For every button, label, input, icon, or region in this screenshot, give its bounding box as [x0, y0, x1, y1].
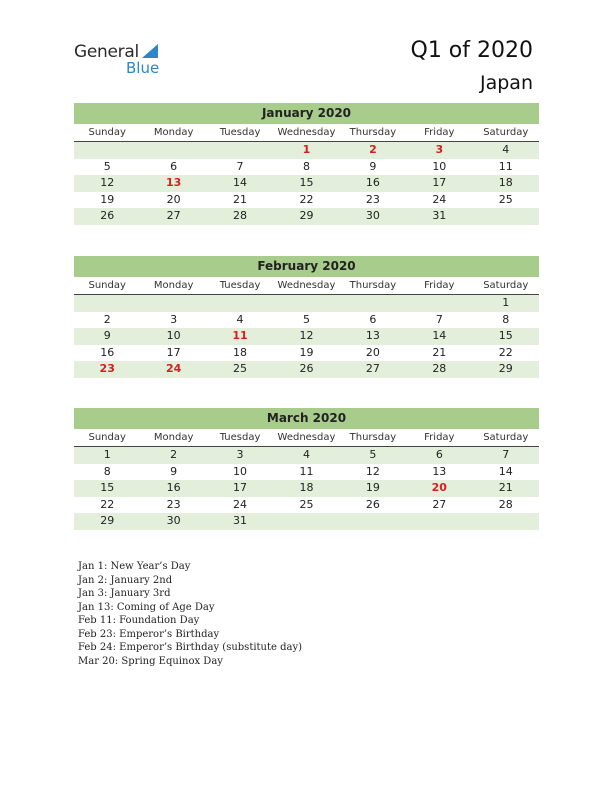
day-cell: 10	[432, 159, 447, 173]
day-cell	[406, 295, 472, 312]
day-cell: 6	[435, 448, 443, 461]
day-cell	[74, 142, 140, 159]
day-cell: 19	[100, 192, 115, 206]
day-cell	[74, 295, 140, 312]
day-cell: 4	[236, 312, 244, 326]
page-title: Q1 of 2020	[410, 38, 533, 63]
day-cell: 20	[166, 192, 181, 206]
day-cell: 28	[233, 209, 248, 222]
day-cell: 3	[236, 448, 244, 461]
day-cell: 28	[432, 362, 447, 375]
week-row	[74, 513, 539, 530]
day-cell	[273, 513, 339, 530]
month-calendar	[74, 103, 539, 225]
week-row	[74, 175, 539, 192]
day-cell: 29	[498, 362, 513, 375]
weekday-header-row	[74, 277, 539, 295]
day-cell: 11	[299, 464, 314, 478]
day-cell: 2	[369, 143, 377, 156]
month-title: January 2020	[74, 103, 539, 124]
week-row	[74, 312, 539, 329]
day-cell: 26	[365, 497, 380, 511]
day-cell: 13	[365, 329, 380, 342]
weekday-label: Thursday	[349, 127, 397, 138]
day-cell: 9	[103, 329, 111, 342]
week-row	[74, 208, 539, 225]
week-row	[74, 295, 539, 312]
weekday-label: Wednesday	[277, 432, 336, 443]
day-cell	[473, 208, 539, 225]
day-cell: 29	[299, 209, 314, 222]
day-cell: 16	[100, 345, 115, 359]
weekday-label: Sunday	[88, 127, 126, 138]
day-cell: 3	[435, 143, 444, 156]
holiday-item: Feb 11: Foundation Day	[78, 615, 200, 626]
week-row	[74, 328, 539, 345]
day-cell: 26	[299, 362, 314, 375]
day-cell: 9	[170, 464, 178, 478]
day-cell: 18	[233, 345, 248, 359]
day-cell: 24	[432, 192, 447, 206]
day-cell: 29	[100, 514, 115, 527]
holiday-item: Mar 20: Spring Equinox Day	[78, 655, 223, 667]
day-cell: 16	[365, 176, 380, 189]
day-cell: 30	[365, 209, 380, 222]
day-cell: 15	[299, 176, 314, 189]
holiday-item: Jan 1: New Year’s Day	[78, 561, 191, 572]
weekday-label: Monday	[153, 127, 194, 138]
month-title: February 2020	[74, 256, 539, 277]
logo-blue-text: Blue	[126, 59, 160, 77]
day-cell: 15	[498, 329, 513, 342]
holiday-item: Feb 24: Emperor’s Birthday (substitute day)	[78, 642, 303, 653]
day-cell: 7	[435, 312, 443, 326]
day-cell: 5	[369, 448, 377, 461]
day-cell: 7	[502, 448, 510, 461]
day-cell: 20	[365, 345, 380, 359]
day-cell: 23	[99, 362, 115, 375]
week-row	[74, 480, 539, 497]
weekday-label: Monday	[153, 432, 194, 443]
day-cell: 15	[100, 481, 115, 494]
day-cell: 18	[299, 481, 314, 494]
day-cell: 25	[233, 362, 248, 375]
week-row	[74, 142, 539, 159]
day-cell: 11	[232, 329, 248, 342]
day-cell: 27	[432, 497, 447, 511]
week-row	[74, 159, 539, 176]
day-cell: 7	[236, 159, 244, 173]
day-cell: 25	[299, 497, 314, 511]
week-row	[74, 464, 539, 481]
day-cell: 12	[100, 176, 115, 189]
weekday-label: Thursday	[349, 432, 397, 443]
weekday-label: Saturday	[483, 432, 529, 443]
day-cell: 4	[302, 448, 310, 461]
day-cell: 22	[100, 497, 115, 511]
day-cell: 16	[166, 481, 181, 494]
day-cell	[140, 142, 206, 159]
day-cell: 22	[299, 192, 314, 206]
day-cell: 8	[103, 464, 111, 478]
weekday-label: Sunday	[88, 432, 126, 443]
day-cell: 30	[166, 514, 181, 527]
day-cell: 12	[299, 329, 314, 342]
weekday-label: Friday	[424, 432, 455, 443]
day-cell: 17	[432, 176, 447, 189]
country-name: Japan	[480, 72, 533, 94]
day-cell: 1	[103, 448, 111, 461]
weekday-label: Friday	[424, 127, 455, 138]
day-cell: 24	[233, 497, 248, 511]
day-cell: 10	[233, 464, 248, 478]
weekday-label: Tuesday	[219, 280, 261, 291]
week-row	[74, 497, 539, 514]
day-cell: 21	[233, 192, 248, 206]
weekday-label: Saturday	[483, 127, 529, 138]
week-row	[74, 192, 539, 209]
day-cell: 9	[369, 159, 377, 173]
day-cell: 28	[498, 497, 513, 511]
day-cell	[406, 513, 472, 530]
holiday-item: Jan 2: January 2nd	[78, 574, 173, 586]
day-cell: 23	[166, 497, 181, 511]
day-cell: 13	[165, 176, 182, 189]
weekday-header-row	[74, 124, 539, 142]
logo-triangle-icon	[142, 44, 158, 58]
weekday-label: Wednesday	[277, 280, 336, 291]
day-cell: 18	[498, 176, 513, 189]
day-cell: 6	[369, 312, 377, 326]
day-cell: 8	[302, 159, 310, 173]
day-cell	[340, 513, 406, 530]
day-cell	[140, 295, 206, 312]
day-cell: 11	[498, 159, 513, 173]
day-cell: 31	[233, 514, 248, 527]
day-cell: 19	[365, 481, 380, 494]
logo-general-text: General	[74, 42, 139, 62]
day-cell	[473, 513, 539, 530]
day-cell: 17	[166, 345, 181, 359]
weekday-label: Sunday	[88, 280, 126, 291]
holiday-item: Feb 23: Emperor’s Birthday	[78, 628, 220, 640]
day-cell: 2	[170, 448, 178, 461]
weekday-label: Tuesday	[219, 432, 261, 443]
day-cell: 22	[498, 345, 513, 359]
day-cell: 14	[498, 464, 513, 478]
day-cell	[207, 142, 273, 159]
day-cell: 5	[302, 312, 310, 326]
month-calendar	[74, 256, 539, 378]
month-title: March 2020	[74, 408, 539, 429]
day-cell: 2	[103, 312, 111, 326]
holiday-item: Jan 13: Coming of Age Day	[78, 601, 215, 613]
day-cell	[340, 295, 406, 312]
day-cell: 10	[166, 329, 181, 342]
day-cell: 14	[233, 176, 248, 189]
day-cell: 4	[502, 143, 510, 156]
weekday-header-row	[74, 429, 539, 447]
day-cell: 12	[365, 464, 380, 478]
day-cell: 5	[103, 159, 111, 173]
weekday-label: Tuesday	[219, 127, 261, 138]
day-cell: 24	[165, 362, 182, 375]
day-cell: 21	[498, 481, 513, 494]
month-calendar	[74, 408, 539, 530]
day-cell: 1	[302, 143, 311, 156]
day-cell: 27	[166, 209, 181, 222]
weekday-label: Monday	[153, 280, 194, 291]
day-cell: 27	[365, 362, 380, 375]
day-cell: 6	[170, 159, 178, 173]
weekday-label: Saturday	[483, 280, 529, 291]
holiday-item: Jan 3: January 3rd	[78, 588, 171, 599]
day-cell: 31	[432, 209, 447, 222]
day-cell: 19	[299, 345, 314, 359]
week-row	[74, 361, 539, 378]
week-row	[74, 345, 539, 362]
weekday-label: Friday	[424, 280, 455, 291]
day-cell: 25	[498, 192, 513, 206]
holiday-list	[78, 560, 302, 668]
day-cell: 14	[432, 329, 447, 342]
day-cell	[207, 295, 273, 312]
day-cell: 21	[432, 345, 447, 359]
day-cell: 1	[502, 296, 510, 309]
week-row	[74, 447, 539, 464]
day-cell: 26	[100, 209, 115, 222]
day-cell: 17	[233, 481, 248, 494]
day-cell: 23	[365, 192, 380, 206]
day-cell: 13	[432, 464, 447, 478]
day-cell	[273, 295, 339, 312]
weekday-label: Thursday	[349, 280, 397, 291]
day-cell: 8	[502, 312, 510, 326]
day-cell: 3	[170, 312, 178, 326]
day-cell: 20	[431, 481, 447, 494]
generalblue-logo	[74, 42, 160, 77]
weekday-label: Wednesday	[277, 127, 336, 138]
